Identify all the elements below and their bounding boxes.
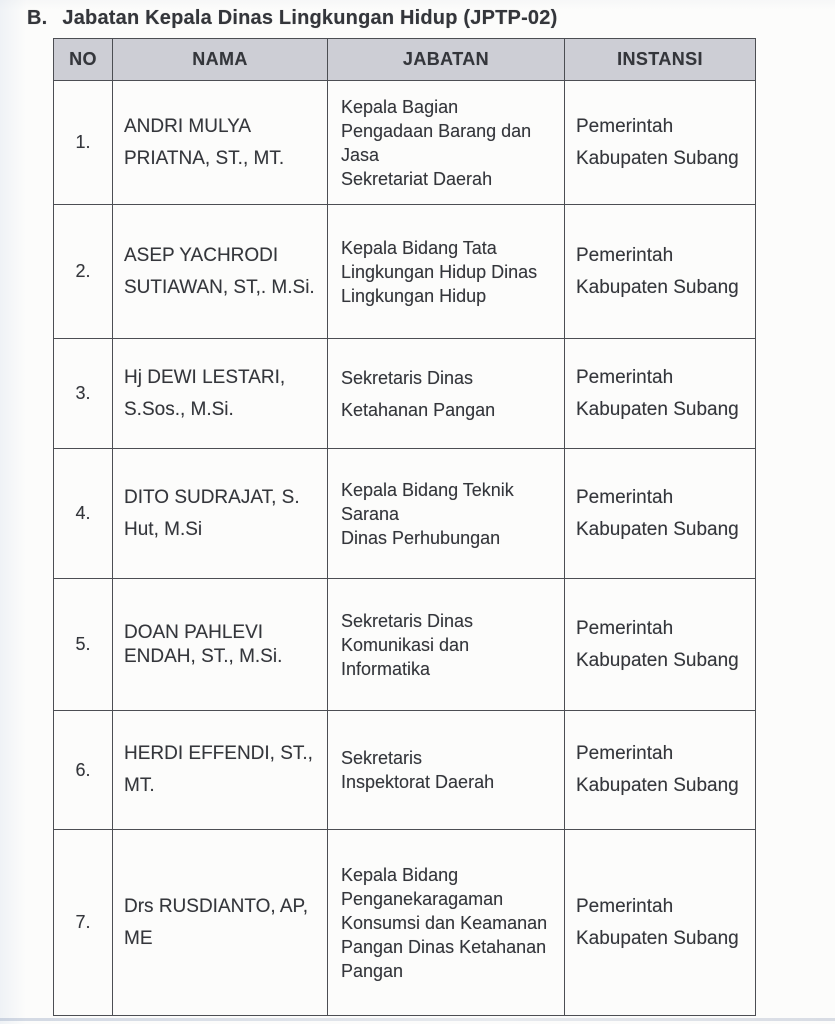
jabatan-cell <box>328 579 565 711</box>
cell-paragraph: S.Sos., M.Si. <box>124 398 234 420</box>
no-cell: 2. <box>54 205 113 339</box>
cell-paragraph: SUTIAWAN, ST,. M.Si. <box>124 276 315 298</box>
scan-artifact-streak <box>0 1018 835 1021</box>
no-cell: 6. <box>54 711 113 830</box>
cell-paragraph: DITO SUDRAJAT, S. <box>124 486 300 508</box>
column-header-jabatan: JABATAN <box>328 39 565 81</box>
cell-paragraph: Drs RUSDIANTO, AP, <box>124 895 309 917</box>
cell-paragraph: Kepala Bagian Pengadaan Barang dan Jasa Sekretariat Daerah <box>341 96 532 189</box>
no-cell: 3. <box>54 339 113 449</box>
table-row <box>54 449 756 579</box>
nama-cell <box>113 339 328 449</box>
cell-paragraph: DOAN PAHLEVI ENDAH, ST., M.Si. <box>124 621 283 667</box>
table-row <box>54 81 756 205</box>
column-header-instansi: INSTANSI <box>565 39 756 81</box>
instansi-cell <box>565 830 756 1016</box>
cell-paragraph: HERDI EFFENDI, ST., <box>124 743 313 764</box>
instansi-cell <box>565 81 756 205</box>
section-heading-label: B. <box>27 7 48 29</box>
nama-cell <box>113 81 328 205</box>
jabatan-cell <box>328 81 565 205</box>
table-row <box>54 711 756 830</box>
table-body <box>54 81 756 1016</box>
jabatan-cell <box>328 711 565 830</box>
cell-paragraph: Ketahanan Pangan <box>341 399 496 420</box>
cell-paragraph: Kabupaten Subang <box>576 147 739 169</box>
no-cell: 4. <box>54 449 113 579</box>
instansi-cell <box>565 339 756 449</box>
nama-cell <box>113 449 328 579</box>
officials-table <box>53 38 756 1016</box>
table-header-row <box>54 39 756 81</box>
cell-paragraph: Pemerintah <box>576 895 674 917</box>
nama-cell <box>113 711 328 830</box>
cell-paragraph: ASEP YACHRODI <box>124 244 279 266</box>
cell-paragraph: Sekretaris Dinas <box>341 367 474 388</box>
instansi-cell <box>565 579 756 711</box>
nama-cell <box>113 205 328 339</box>
instansi-cell <box>565 205 756 339</box>
cell-paragraph: Kabupaten Subang <box>576 398 739 420</box>
nama-cell <box>113 579 328 711</box>
cell-paragraph: Kabupaten Subang <box>576 518 739 540</box>
cell-paragraph: Pemerintah <box>576 486 674 508</box>
cell-paragraph: Pemerintah <box>576 244 674 266</box>
cell-paragraph: Kepala Bidang Teknik Sarana Dinas Perhubungan <box>341 479 514 548</box>
jabatan-cell <box>328 339 565 449</box>
section-heading <box>27 7 557 30</box>
cell-paragraph: Hj DEWI LESTARI, <box>124 366 286 388</box>
cell-paragraph: Pemerintah <box>576 366 674 388</box>
cell-paragraph: Sekretaris Inspektorat Daerah <box>341 748 495 792</box>
cell-paragraph: MT. <box>124 775 155 796</box>
table-row <box>54 579 756 711</box>
cell-paragraph: ANDRI MULYA <box>124 115 252 137</box>
instansi-cell <box>565 449 756 579</box>
cell-paragraph: Pemerintah <box>576 115 674 137</box>
column-header-no: NO <box>54 39 113 81</box>
cell-paragraph: Sekretaris Dinas Komunikasi dan Informatika <box>341 610 474 679</box>
no-cell: 1. <box>54 81 113 205</box>
nama-cell <box>113 830 328 1016</box>
cell-paragraph: Kabupaten Subang <box>576 276 739 298</box>
jabatan-cell <box>328 449 565 579</box>
no-cell: 5. <box>54 579 113 711</box>
cell-paragraph: Kepala Bidang Tata Lingkungan Hidup Dinas Lingkungan Hidup <box>341 237 538 306</box>
cell-paragraph: Kabupaten Subang <box>576 927 739 949</box>
column-header-nama: NAMA <box>113 39 328 81</box>
cell-paragraph: Kabupaten Subang <box>576 775 739 796</box>
cell-paragraph: Pemerintah <box>576 617 674 639</box>
no-cell: 7. <box>54 830 113 1016</box>
section-heading-text: Jabatan Kepala Dinas Lingkungan Hidup (JPTP-02) <box>62 7 558 29</box>
instansi-cell <box>565 711 756 830</box>
cell-paragraph: Kabupaten Subang <box>576 649 739 671</box>
cell-paragraph: Kepala Bidang Penganekaragaman Konsumsi dan Keamanan Pangan Dinas Ketahanan Pangan <box>341 864 548 981</box>
table-row <box>54 205 756 339</box>
cell-paragraph: ME <box>124 927 153 949</box>
jabatan-cell <box>328 205 565 339</box>
cell-paragraph: PRIATNA, ST., MT. <box>124 147 285 169</box>
table-row <box>54 339 756 449</box>
jabatan-cell <box>328 830 565 1016</box>
cell-paragraph: Hut, M.Si <box>124 518 203 540</box>
table-row <box>54 830 756 1016</box>
cell-paragraph: Pemerintah <box>576 743 674 764</box>
